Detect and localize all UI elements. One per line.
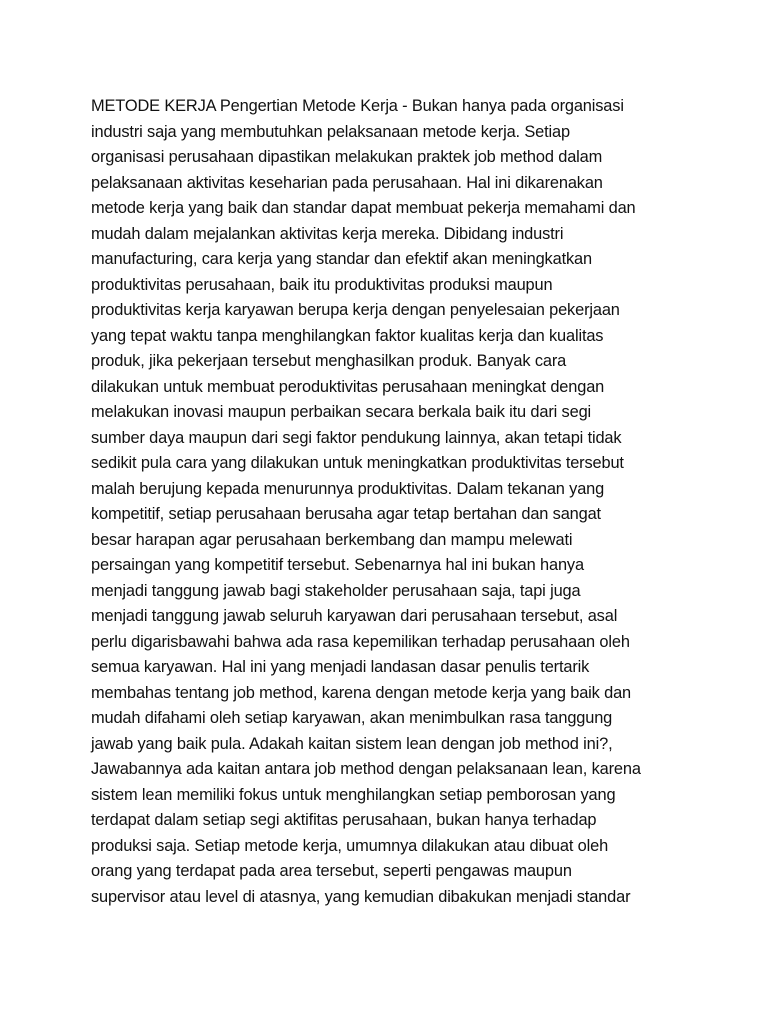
body-text [91,94,691,910]
text-line: jawab yang baik pula. Adakah kaitan sistem lean dengan job method ini?, [91,734,613,753]
text-line: yang tepat waktu tanpa menghilangkan faktor kualitas kerja dan kualitas [91,326,604,345]
text-line: mudah dalam mejalankan aktivitas kerja mereka. Dibidang industri [91,224,564,243]
text-line: produktivitas kerja karyawan berupa kerja dengan penyelesaian pekerjaan [91,301,620,319]
text-line: terdapat dalam setiap segi aktifitas perusahaan, bukan hanya terhadap [91,811,597,829]
text-line: pelaksanaan aktivitas keseharian pada perusahaan. Hal ini dikarenakan [91,173,603,192]
text-line: Jawabannya ada kaitan antara job method dengan pelaksanaan lean, karena [91,760,641,778]
text-line: METODE KERJA Pengertian Metode Kerja - Bukan hanya pada organisasi [91,97,624,115]
text-line: organisasi perusahaan dipastikan melakukan praktek job method dalam [91,148,603,166]
text-line: produksi saja. Setiap metode kerja, umumnya dilakukan atau dibuat oleh [91,836,609,855]
text-line: produk, jika pekerjaan tersebut menghasilkan produk. Banyak cara [91,352,567,370]
text-line: industri saja yang membutuhkan pelaksanaan metode kerja. Setiap [91,122,570,141]
text-line: melakukan inovasi maupun perbaikan secara berkala baik itu dari segi [91,403,592,421]
text-line: persaingan yang kompetitif tersebut. Sebenarnya hal ini bukan hanya [91,556,584,574]
text-line: sedikit pula cara yang dilakukan untuk meningkatkan produktivitas tersebut [91,454,624,472]
text-line: orang yang terdapat pada area tersebut, seperti pengawas maupun [91,862,572,880]
text-line: metode kerja yang baik dan standar dapat membuat pekerja memahami dan [91,199,636,217]
text-line: malah berujung kepada menurunnya produktivitas. Dalam tekanan yang [91,479,605,498]
text-line: menjadi tanggung jawab bagi stakeholder perusahaan saja, tapi juga [91,581,581,600]
text-line: manufacturing, cara kerja yang standar dan efektif akan meningkatkan [91,250,592,268]
text-line: membahas tentang job method, karena dengan metode kerja yang baik dan [91,683,632,702]
text-line: semua karyawan. Hal ini yang menjadi landasan dasar penulis tertarik [91,658,590,676]
text-line: menjadi tanggung jawab seluruh karyawan dari perusahaan tersebut, asal [91,607,618,625]
text-line: besar harapan agar perusahaan berkembang dan mampu melewati [91,530,573,549]
text-line: sumber daya maupun dari segi faktor pendukung lainnya, akan tetapi tidak [91,428,622,447]
text-line: dilakukan untuk membuat peroduktivitas perusahaan meningkat dengan [91,377,605,396]
text-line: perlu digarisbawahi bahwa ada rasa kepemilikan terhadap perusahaan oleh [91,632,630,651]
text-line: kompetitif, setiap perusahaan berusaha agar tetap bertahan dan sangat [91,505,601,523]
text-line: produktivitas perusahaan, baik itu produktivitas produksi maupun [91,275,553,294]
text-line: supervisor atau level di atasnya, yang kemudian dibakukan menjadi standar [91,887,631,906]
text-line: mudah difahami oleh setiap karyawan, akan menimbulkan rasa tanggung [91,709,613,727]
text-line: sistem lean memiliki fokus untuk menghilangkan setiap pemborosan yang [91,785,616,804]
